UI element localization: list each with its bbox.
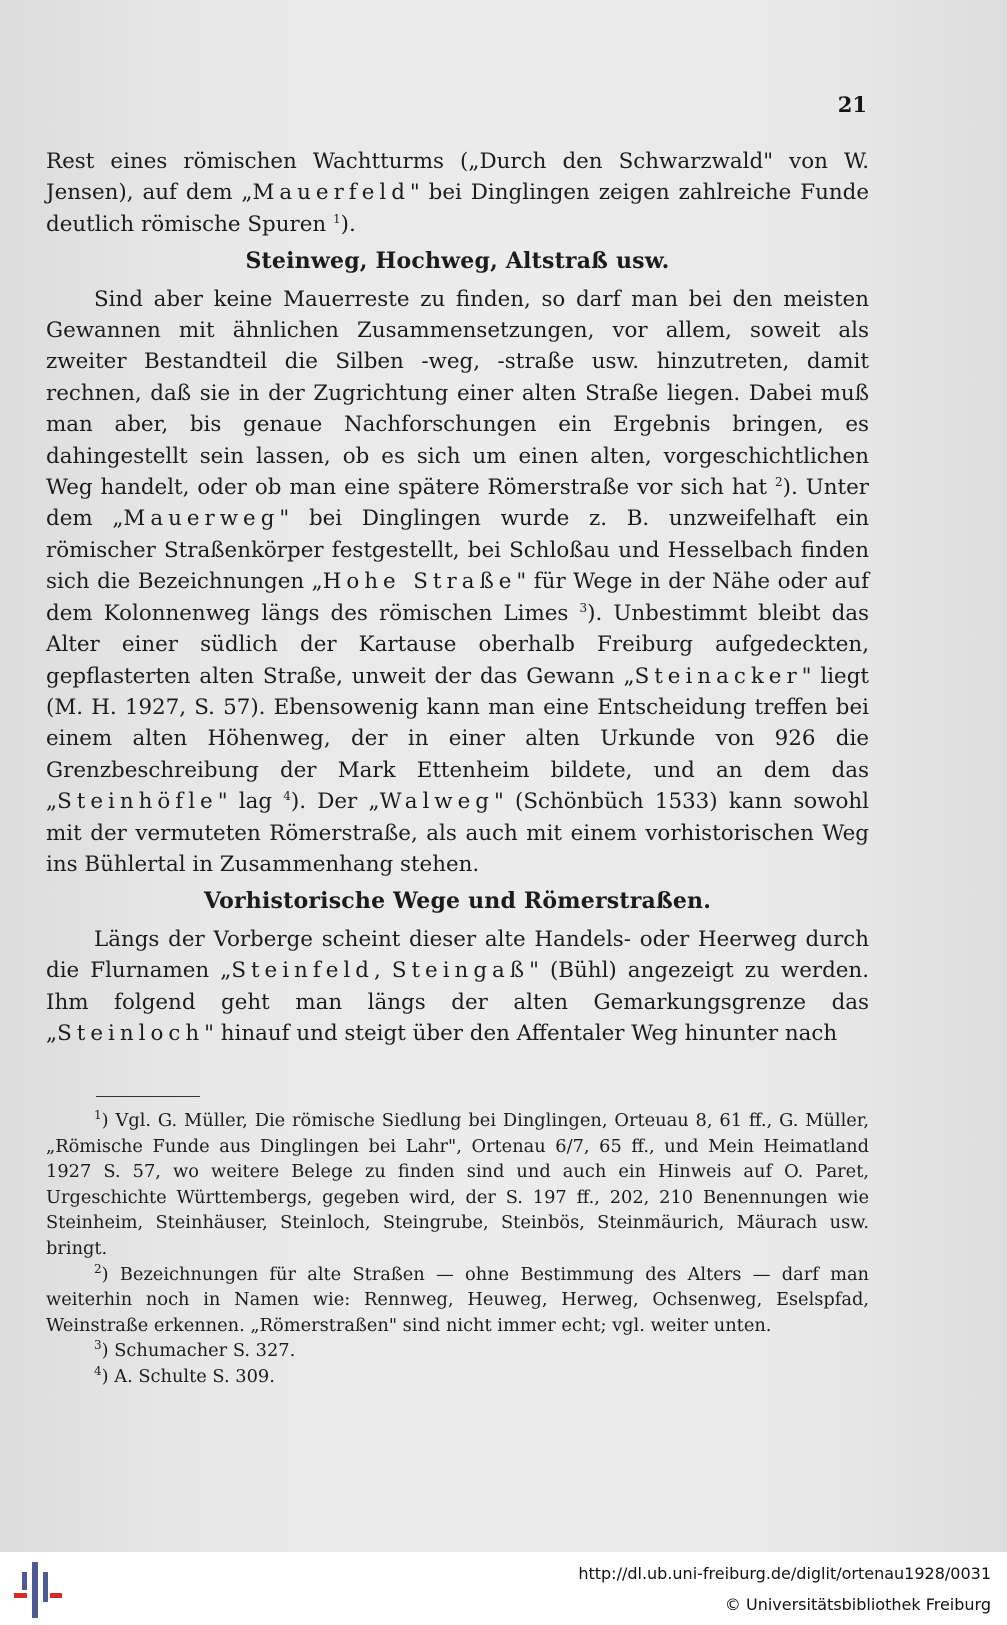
text-run: " (Schönbüch 1533) kann sowohl mit der vermuteten Römerstraße, als auch mit einem vorhistorischen Weg ins Bühlertal in Zusammenhang stehen. — [46, 789, 869, 877]
text-run: " für Wege in der Nähe oder auf dem Kolonnenweg längs des römischen Limes — [46, 569, 869, 626]
text-run: , — [373, 958, 392, 984]
logo-bar — [43, 1572, 48, 1602]
footnote-text: ) Vgl. G. Müller, Die römische Siedlung bei Dinglingen, Orteuau 8, 61 ff., G. Müller, „Römische Funde aus Dinglingen bei Lahr", Ortenau 6/7, 65 ff., und Mein Heimatland 1927 S. 57, wo weitere Belege zu finden sind und auch ein Hinweis auf O. Paret, Urgeschichte Württembergs, gegeben wird, der S. 197 ff., 202, 210 Benennungen wie Steinheim, Steinhäuser, Steinloch, Steingrube, Steinbös, Steinmäurich, Mäurach usw. bringt. — [46, 1110, 869, 1259]
footnote-3 — [46, 1338, 869, 1364]
footnote-1 — [46, 1108, 869, 1262]
spaced-term: Steinfeld — [231, 958, 374, 984]
text-run: " bei Dinglingen wurde z. B. unzweifelhaft ein römischer Straßenkörper festgestellt, bei Schloßau und Hesselbach finden sich die Bezeichnungen „ — [46, 506, 869, 595]
spaced-term: Walweg — [379, 789, 494, 815]
ub-freiburg-logo-icon — [14, 1560, 64, 1618]
footnote-ref: 1 — [332, 211, 341, 226]
spaced-term: Mauerweg — [123, 506, 280, 532]
spaced-term: Hohe Straße — [322, 569, 517, 595]
text-run: Rest eines römischen Wachtturms („Durch den Schwarzwald" von W. Jensen), auf dem „ — [46, 149, 869, 206]
text-run: ). Unter dem „ — [46, 475, 869, 532]
footnote-text: ) Schumacher S. 327. — [101, 1340, 296, 1362]
spaced-term: Steingaß — [391, 958, 530, 984]
logo-bar — [32, 1562, 38, 1618]
text-run: ). Unbestimmt bleibt das Alter einer südlich der Kartause oberhalb Freiburg aufgedeckten, gepflasterten alten Straße, unweit der das Gewann „ — [46, 600, 869, 689]
main-text — [46, 146, 869, 1049]
text-run: " lag — [217, 789, 284, 815]
section-heading: Steinweg, Hochweg, Altstraß usw. — [245, 248, 670, 275]
footnote-number: 3 — [94, 1338, 102, 1353]
footnote-text: ) A. Schulte S. 309. — [101, 1365, 275, 1387]
footnote-number: 1 — [94, 1108, 102, 1123]
logo-bar — [22, 1572, 27, 1590]
footnote-2 — [46, 1262, 869, 1339]
text-run: " liegt (M. H. 1927, S. 57). Ebensowenig kann man eine Entscheidung treffen bei einem alten Höhenweg, der in einer alten Urkunde von 926 die Grenzbeschreibung der Mark Ettenheim bildete, und an dem das „ — [46, 663, 869, 815]
source-url-link[interactable]: http://dl.ub.uni-freiburg.de/diglit/ortenau1928/0031 — [578, 1564, 991, 1583]
spaced-term: Steinacker — [634, 663, 802, 689]
paragraph-3 — [46, 924, 869, 1050]
footnote-text: ) Bezeichnungen für alte Straßen — ohne Bestimmung des Alters — darf man weiterhin noch in Namen wie: Rennweg, Heuweg, Herweg, Ochsenweg, Eselspfad, Weinstraße erkennen. „Römerstraßen" sind nicht immer echt; vgl. weiter unten. — [46, 1263, 869, 1336]
text-run: " (Bühl) angezeigt zu werden. Ihm folgend geht man längs der alten Gemarkungsgrenze das „ — [46, 958, 870, 1046]
footnote-number: 4 — [94, 1364, 102, 1379]
footnote-ref: 3 — [579, 600, 588, 615]
copyright-text: © Universitätsbibliothek Freiburg — [724, 1595, 991, 1614]
text-run: " bei Dinglingen zeigen zahlreiche Funde deutlich römische Spuren — [46, 180, 869, 237]
footnote-ref: 4 — [283, 789, 291, 803]
footnote-divider — [96, 1096, 200, 1097]
viewer-footer — [0, 1552, 1007, 1625]
logo-dot — [50, 1593, 62, 1598]
text-run: Längs der Vorberge scheint dieser alte Handels- oder Heerweg durch die Flurnamen „ — [46, 926, 869, 984]
page-number: 21 — [837, 92, 867, 117]
spaced-term: Steinloch — [57, 1020, 205, 1046]
footnote-4 — [46, 1364, 869, 1390]
text-run: " hinauf und steigt über den Affentaler Weg hinunter nach — [204, 1020, 838, 1046]
spaced-term: Steinhöfle — [57, 789, 218, 815]
paragraph-2 — [46, 284, 869, 881]
text-run: ). — [340, 211, 356, 237]
paragraph-1 — [46, 146, 869, 240]
footnote-ref: 2 — [774, 474, 783, 489]
footnote-number: 2 — [94, 1261, 102, 1276]
spaced-term: Mauerfeld — [252, 180, 410, 206]
footnotes — [46, 1108, 869, 1390]
text-run: ). Der „ — [290, 789, 380, 815]
section-heading: Vorhistorische Wege und Römerstraßen. — [203, 888, 712, 915]
text-run: Sind aber keine Mauerreste zu finden, so darf man bei den meisten Gewannen mit ähnlichen Zusammensetzungen, vor allem, soweit als zweiter Bestandteil die Silben -weg, -straße usw. hinzutreten, damit rechnen, daß sie in der Zugrichtung einer alten Straße liegen. Dabei muß man aber, bis genaue Nachforschungen ein Ergebnis bringen, es dahingestellt sein lassen, ob es sich um einen alten, vorgeschichtlichen Weg handelt, oder ob man eine spätere Römerstraße vor sich hat — [46, 286, 869, 501]
logo-dot — [14, 1593, 27, 1598]
